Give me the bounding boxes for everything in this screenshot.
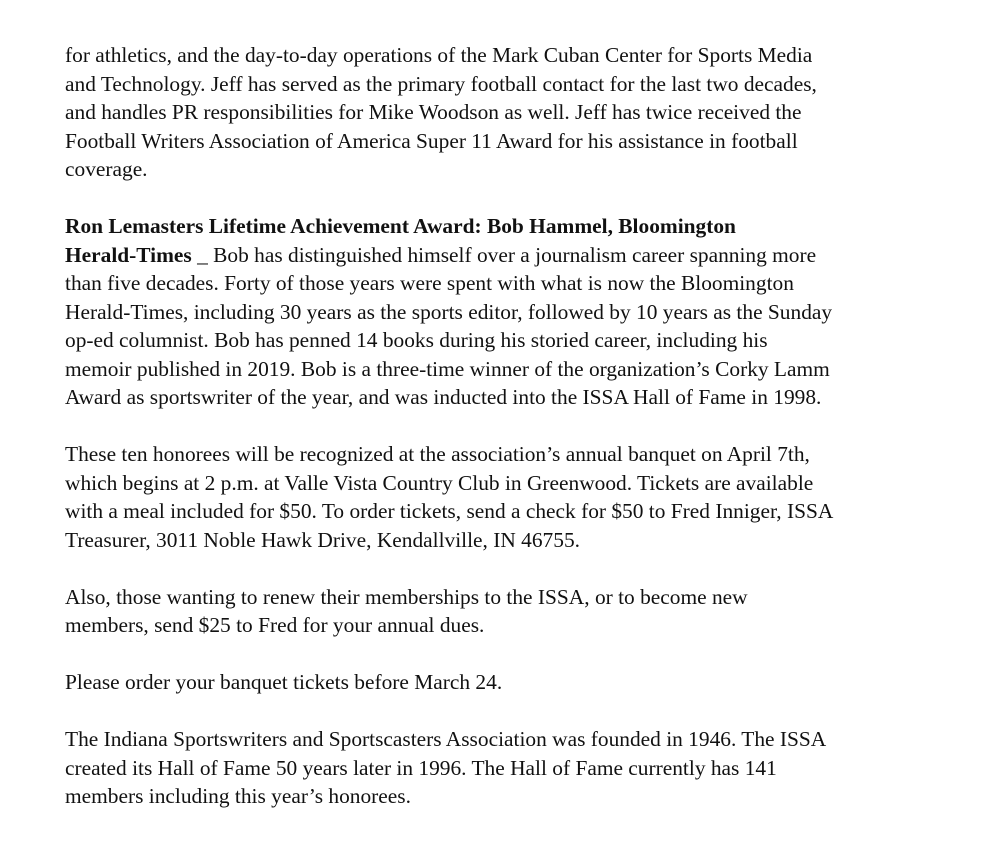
text-line: and Technology. Jeff has served as the primary football contact for the last two decades, [65, 71, 817, 96]
paragraph-banquet [65, 440, 945, 554]
award-heading: Ron Lemasters Lifetime Achievement Award: Bob Hammel, Bloomington [65, 214, 736, 238]
text-line: than five decades. Forty of those years were spent with what is now the Bloomington [65, 271, 794, 295]
text-line: Award as sportswriter of the year, and was inducted into the ISSA Hall of Fame in 1998. [65, 385, 822, 409]
text-line: which begins at 2 p.m. at Valle Vista Country Club in Greenwood. Tickets are available [65, 470, 814, 495]
paragraph-spacer [65, 184, 945, 213]
text-line: coverage. [65, 157, 148, 181]
text-line: Please order your banquet tickets before March 24. [65, 670, 503, 694]
award-description-start: _ Bob has distinguished himself over a journalism career spanning more [191, 242, 817, 267]
text-line: Also, those wanting to renew their memberships to the ISSA, or to become new [65, 584, 748, 609]
award-heading-outlet: Herald-Times [65, 242, 192, 267]
text-line: op-ed columnist. Bob has penned 14 books during his storied career, including his [65, 328, 768, 352]
text-line: memoir published in 2019. Bob is a three-time winner of the organization’s Corky Lamm [65, 356, 830, 381]
text-line: and handles PR responsibilities for Mike Woodson as well. Jeff has twice received the [65, 100, 802, 124]
text-line: with a meal included for $50. To order tickets, send a check for $50 to Fred Inniger, ISSA [65, 499, 834, 523]
text-line: created its Hall of Fame 50 years later in 1996. The Hall of Fame currently has 141 [65, 755, 777, 780]
paragraph-spacer [65, 554, 945, 583]
text-line: members including this year’s honorees. [65, 784, 411, 808]
document-body [65, 41, 945, 811]
paragraph-membership [65, 583, 945, 640]
text-line: Treasurer, 3011 Noble Hawk Drive, Kendallville, IN 46755. [65, 527, 580, 552]
text-line: Football Writers Association of America Super 11 Award for his assistance in football [65, 128, 798, 153]
paragraph-order-deadline [65, 668, 945, 697]
award-heading-continued [65, 241, 945, 270]
paragraph-spacer [65, 640, 945, 669]
text-line: Herald-Times, including 30 years as the sports editor, followed by 10 years as the Sunday [65, 299, 833, 324]
paragraph-spacer [65, 697, 945, 726]
paragraph-association-history [65, 725, 945, 811]
text-line: members, send $25 to Fred for your annual dues. [65, 613, 485, 637]
text-line: for athletics, and the day-to-day operations of the Mark Cuban Center for Sports Media [65, 43, 813, 67]
text-line: These ten honorees will be recognized at the association’s annual banquet on April 7th, [65, 442, 810, 466]
paragraph-lifetime-achievement [65, 212, 945, 412]
paragraph-jeff-bio [65, 41, 945, 184]
text-line: The Indiana Sportswriters and Sportscasters Association was founded in 1946. The ISSA [65, 727, 827, 751]
paragraph-spacer [65, 412, 945, 441]
